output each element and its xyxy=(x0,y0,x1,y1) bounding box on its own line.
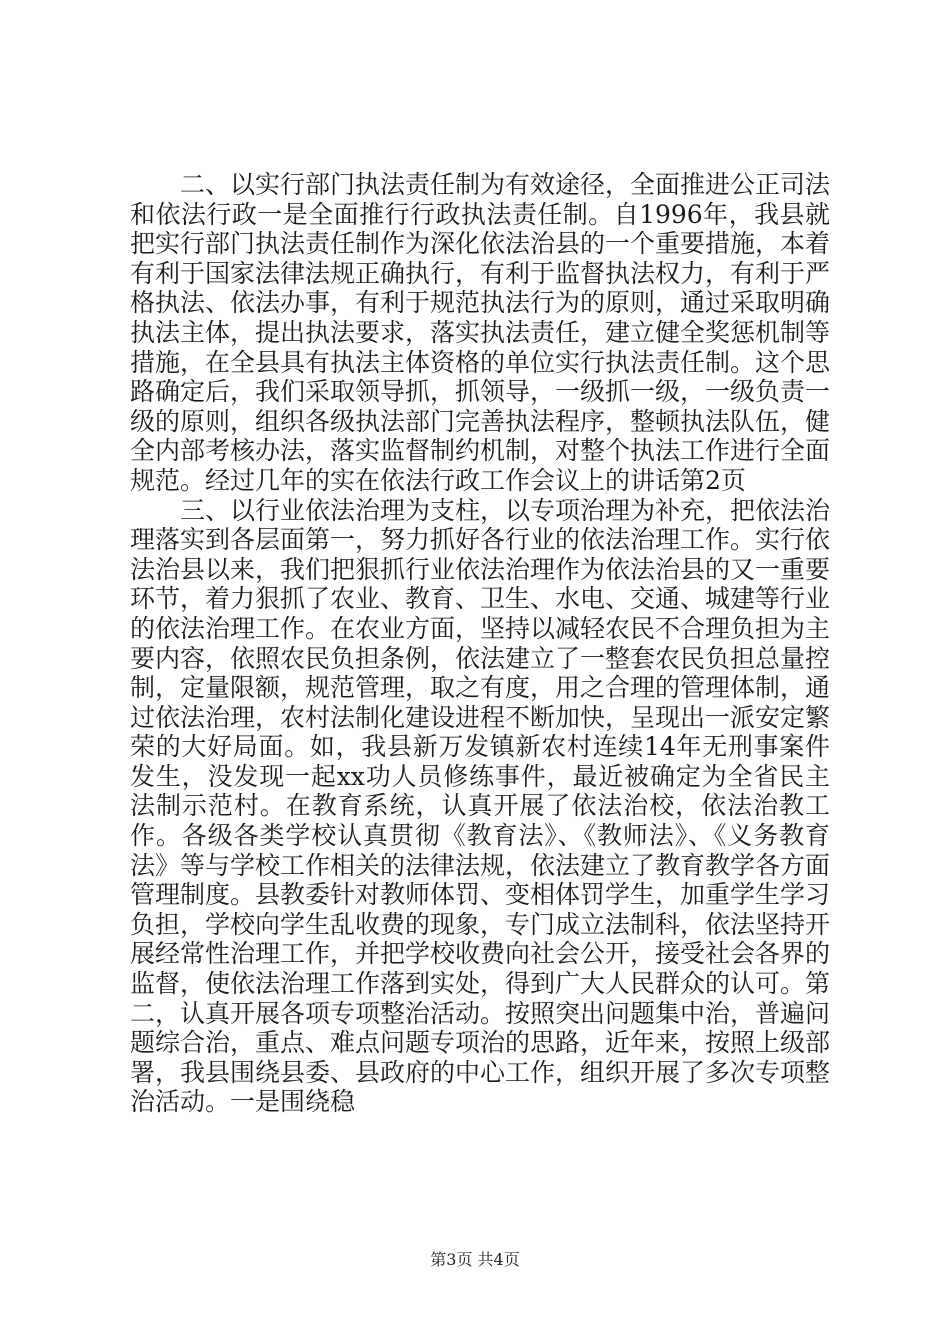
paragraph-section-three: 三、以行业依法治理为支柱，以专项治理为补充，把依法治理落实到各层面第一，努力抓好各行业的依法治理工作。实行依法治县以来，我们把狠抓行业依法治理作为依法治县的又一重要环节，着力狠抓了农业、教育、卫生、水电、交通、城建等行业的依法治理工作。在农业方面，坚持以减轻农民不合理负担为主要内容，依照农民负担条例，依法建立了一整套农民负担总量控制，定量限额，规范管理，取之有度，用之合理的管理体制，通过依法治理，农村法制化建设进程不断加快，呈现出一派安定繁荣的大好局面。如，我县新万发镇新农村连续14年无刑事案件发生，没发现一起xx功人员修练事件，最近被确定为全省民主法制示范村。在教育系统，认真开展了依法治校，依法治教工作。各级各类学校认真贯彻《教育法》、《教师法》、《义务教育法》等与学校工作相关的法律法规，依法建立了教育教学各方面管理制度。县教委针对教师体罚、变相体罚学生，加重学生学习负担，学校向学生乱收费的现象，专门成立法制科，依法坚持开展经常性治理工作，并把学校收费向社会公开，接受社会各界的监督，使依法治理工作落到实处，得到广大人民群众的认可。第二，认真开展各项专项整治活动。按照突出问题集中治，普遍问题综合治，重点、难点问题专项治的思路，近年来，按照上级部署，我县围绕县委、县政府的中心工作，组织开展了多次专项整治活动。一是围绕稳 xyxy=(130,495,831,1117)
document-body xyxy=(130,170,830,1117)
paragraph-section-two: 二、以实行部门执法责任制为有效途径，全面推进公正司法和依法行政一是全面推行行政执法责任制。自1996年，我县就把实行部门执法责任制作为深化依法治县的一个重要措施，本着有利于国家法律法规正确执行，有利于监督执法权力，有利于严格执法、依法办事，有利于规范执法行为的原则，通过采取明确执法主体，提出执法要求，落实执法责任，建立健全奖惩机制等措施，在全县具有执法主体资格的单位实行执法责任制。这个思路确定后，我们采取领导抓，抓领导，一级抓一级，一级负责一级的原则，组织各级执法部门完善执法程序，整顿执法队伍，健全内部考核办法，落实监督制约机制，对整个执法工作进行全面规范。经过几年的实在依法行政工作会议上的讲话第2页 xyxy=(130,170,831,495)
page-footer: 第3页 共4页 xyxy=(430,1250,520,1269)
